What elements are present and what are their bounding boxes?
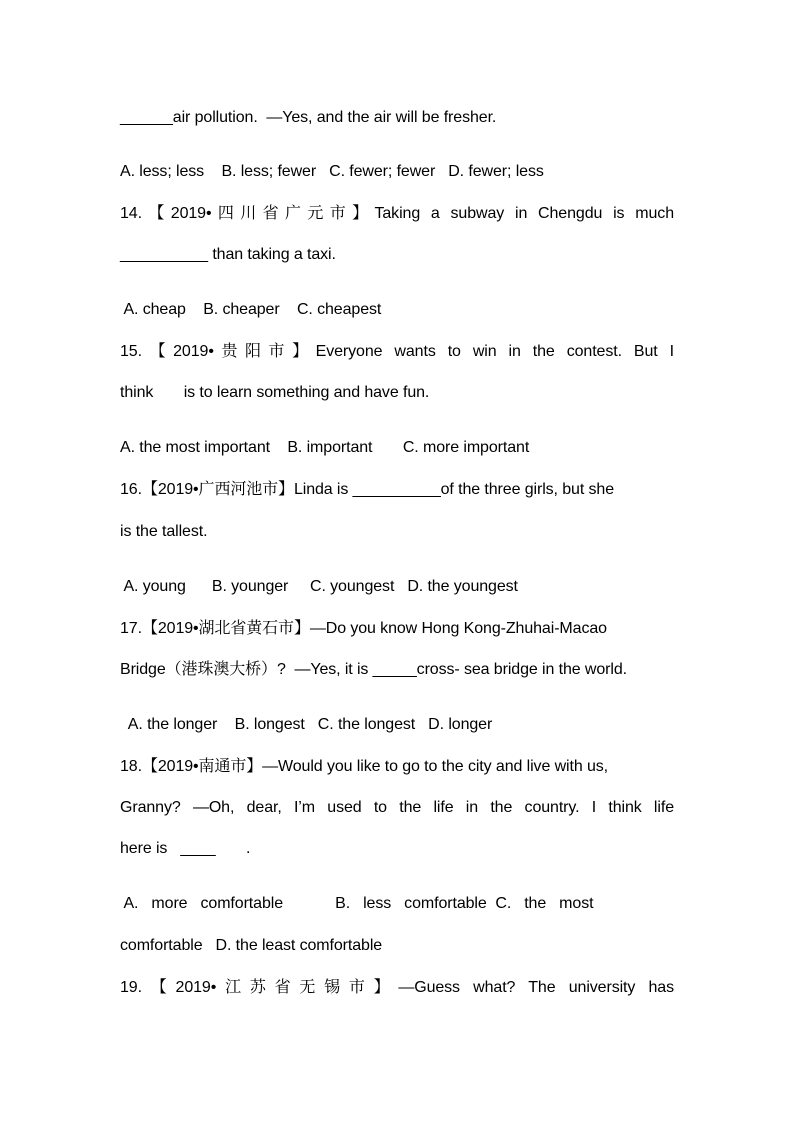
- question-15-options: A. the most important B. important C. more important: [120, 439, 530, 456]
- question-14-stem-cont: __________ than taking a taxi.: [120, 246, 336, 263]
- question-17-options: A. the longer B. longest C. the longest D. longer: [120, 716, 493, 733]
- question-19-stem: 19.【2019•江苏省无锡市】—Guess what? The university has: [120, 979, 674, 996]
- question-14-options: A. cheap B. cheaper C. cheapest: [120, 301, 382, 318]
- question-17-stem-cont: Bridge（港珠澳大桥）? —Yes, it is _____cross- sea bridge in the world.: [120, 661, 627, 678]
- question-14-stem: 14.【2019•四川省广元市】Taking a subway in Chengdu is much: [120, 205, 674, 222]
- question-18-options: A. more comfortable B. less comfortable C. the most: [120, 895, 594, 912]
- question-16-options: A. young B. younger C. youngest D. the youngest: [120, 578, 518, 595]
- question-13-options: A. less; less B. less; fewer C. fewer; fewer D. fewer; less: [120, 163, 544, 180]
- question-18-stem-cont: Granny? —Oh, dear, I’m used to the life in the country. I think life: [120, 799, 674, 816]
- question-18-options-cont: comfortable D. the least comfortable: [120, 937, 383, 954]
- question-18-stem: 18.【2019•南通市】—Would you like to go to the city and live with us,: [120, 758, 609, 775]
- question-17-stem: 17.【2019•湖北省黄石市】—Do you know Hong Kong-Zhuhai-Macao: [120, 620, 607, 637]
- question-15-stem-cont: think is to learn something and have fun.: [120, 384, 430, 401]
- question-16-stem-cont: is the tallest.: [120, 523, 208, 540]
- question-16-stem: 16.【2019•广西河池市】Linda is __________of the three girls, but she: [120, 481, 615, 498]
- question-15-stem: 15.【2019•贵阳市】Everyone wants to win in the contest. But I: [120, 343, 674, 360]
- question-13-stem-end: ______air pollution. —Yes, and the air will be fresher.: [120, 109, 497, 126]
- question-18-stem-end: here is ____ .: [120, 840, 251, 857]
